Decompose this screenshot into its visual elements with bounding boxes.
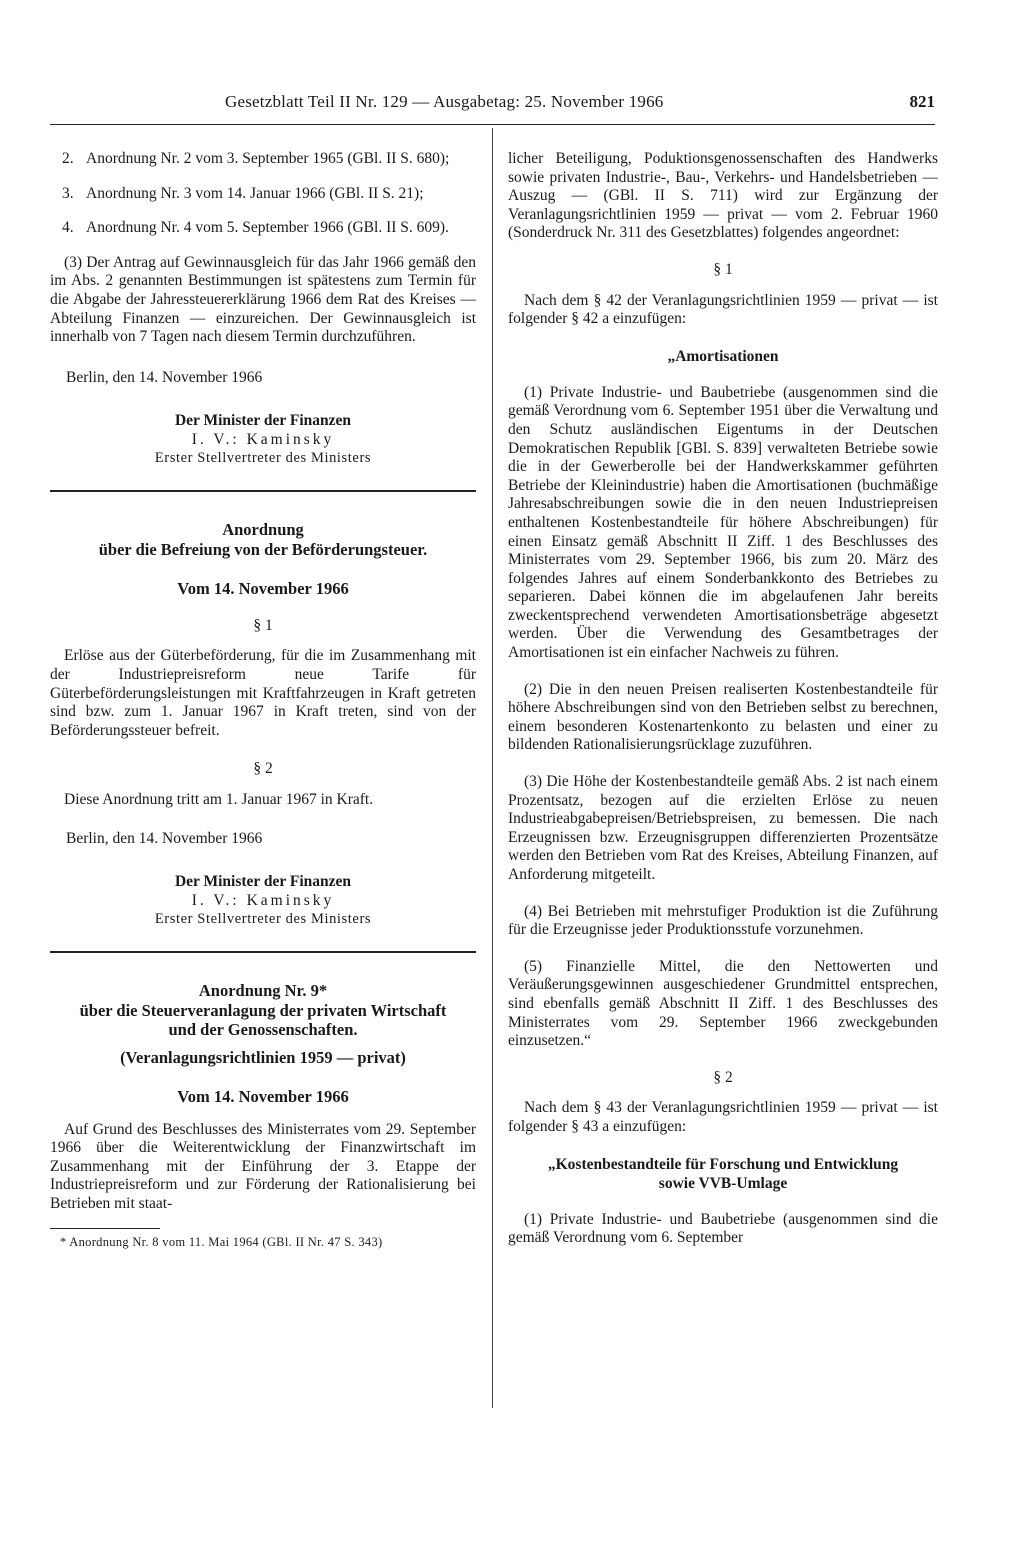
section-mark: § 2 bbox=[713, 1068, 733, 1086]
list-item bbox=[50, 185, 476, 204]
list-item-number: 4. bbox=[62, 219, 74, 237]
paragraph-4: (4) Bei Betrieben mit mehrstufiger Produktion ist die Zuführung für die Erzeugnisse jeder Produktionsstufe vorzunehmen. bbox=[508, 902, 938, 939]
list-item-number: 3. bbox=[62, 184, 74, 202]
signature-title: Der Minister der Finanzen bbox=[174, 412, 352, 430]
header-rule bbox=[50, 124, 935, 125]
page-header bbox=[50, 88, 935, 122]
ordinance-date: Vom 14. November 1966 bbox=[177, 579, 349, 599]
left-column bbox=[50, 150, 476, 1250]
signature-name: I. V.: Kaminsky bbox=[191, 431, 335, 449]
list-item-text: Anordnung Nr. 4 vom 5. September 1966 (GBl. II S. 609). bbox=[86, 219, 449, 237]
heading-line: Anordnung bbox=[222, 520, 304, 540]
list-item-text: Anordnung Nr. 2 vom 3. September 1965 (GBl. II S. 680); bbox=[86, 150, 450, 167]
footnote-rule bbox=[50, 1228, 160, 1229]
section-rule bbox=[50, 951, 476, 953]
signature-role: Erster Stellvertreter des Ministers bbox=[154, 450, 372, 467]
signature-role: Erster Stellvertreter des Ministers bbox=[154, 911, 372, 928]
section-text: Erlöse aus der Güterbeförderung, für die im Zusammenhang mit der Industriepreisreform neue Tarife für Güterbeförderungsleistungen mit Kraftfahrzeugen in Kraft getreten sind bzw. zum 1. Januar 1967 in Kraft treten, sind von der Beförderungssteuer befreit. bbox=[50, 647, 476, 739]
section-mark: § 1 bbox=[713, 260, 733, 278]
subheading-line: „Kostenbestandteile für Forschung und Entwicklung bbox=[547, 1155, 899, 1173]
section-rule bbox=[50, 490, 476, 492]
section-mark: § 2 bbox=[253, 760, 273, 778]
footnote: * Anordnung Nr. 8 vom 11. Mai 1964 (GBl. II Nr. 47 S. 343) bbox=[60, 1234, 383, 1249]
list-item-text: Anordnung Nr. 3 vom 14. Januar 1966 (GBl. II S. 21); bbox=[86, 184, 424, 202]
heading-line: (Veranlagungsrichtlinien 1959 — privat) bbox=[120, 1047, 406, 1067]
section-intro: Nach dem § 43 der Veranlagungsrichtlinien 1959 — privat — ist folgender § 43 a einzufügen: bbox=[508, 1099, 938, 1135]
place-date: Berlin, den 14. November 1966 bbox=[66, 829, 263, 847]
paragraph-2: (2) Die in den neuen Preisen realiserten Kostenbestandteile für höhere Abschreibungen sind von den Betrieben selbst zu berechnen, einem besonderen Kostenartenkonto zu belasten und einer zu bildenden Rationalisierungsrücklage zuzuführen. bbox=[508, 680, 938, 754]
ordinance-heading bbox=[50, 981, 476, 1067]
heading-line: Anordnung Nr. 9* bbox=[198, 981, 328, 1001]
ordinance-date: Vom 14. November 1966 bbox=[177, 1087, 349, 1107]
place-date: Berlin, den 14. November 1966 bbox=[66, 368, 263, 386]
paragraph-5: (5) Finanzielle Mittel, die den Nettowerten und Veräußerungsgewinnen ausgeschiedener Grundmittel entsprechen, sind ebenfalls gemäß Abschnitt II Ziff. 1 des Beschlusses des Ministerrates vom 29. September 1966 zweckgebunden einzusetzen.“ bbox=[508, 957, 938, 1050]
signature-name: I. V.: Kaminsky bbox=[191, 892, 335, 910]
ordinance-heading bbox=[50, 520, 476, 559]
right-column bbox=[508, 150, 938, 1248]
heading-line: über die Befreiung von der Beförderungsteuer. bbox=[98, 539, 428, 559]
heading-line: und der Genossenschaften. bbox=[168, 1020, 358, 1040]
subheading-line: sowie VVB-Umlage bbox=[658, 1174, 788, 1192]
section-mark: § 1 bbox=[253, 616, 273, 634]
heading-line: über die Steuerveranlagung der privaten Wirtschaft bbox=[79, 1000, 447, 1020]
list-item bbox=[50, 150, 476, 169]
intro-paragraph: Auf Grund des Beschlusses des Ministerrates vom 29. September 1966 über die Weiterentwicklung der Finanzwirtschaft im Zusammenhang mit der Einführung der 3. Etappe der Industriepreisreform und zur Förderung der Rationalisierung bei Betrieben mit staat- bbox=[50, 1120, 476, 1213]
header-title: Gesetzblatt Teil II Nr. 129 — Ausgabetag: 25. November 1966 bbox=[225, 92, 664, 111]
subheading: „Amortisationen bbox=[667, 347, 779, 365]
signature-block bbox=[50, 872, 476, 929]
list-item-number: 2. bbox=[62, 150, 74, 167]
paragraph-1: (1) Private Industrie- und Baubetriebe (ausgenommen sind die gemäß Verordnung vom 6. September 1951 über die Verwaltung und den Schutz ausländischen Eigentums in der Deutschen Demokratischen Republik [GBl. S. 839] verwalteten Betriebe sowie die in der Gewerberolle bei der Handwerkskammer geführten Betriebe der Kleinindustrie) haben die Amortisationen (buchmäßige Jahresabschreibungen sowie die in den neuen Industriepreisen enthaltenen Kostenbestandteile für höhere Abschreibungen) für einen Einsatz gemäß Abschnitt II Ziff. 1 des Beschlusses des Ministerrates vom 29. September 1966, bis zum 20. März des folgendes Jahres auf einem Sonderbankkonto des Betriebes zu separieren. Dabei können die im abgelaufenen Jahr bereits zweckentsprechend verwendeten Amortisationsbeträge abgesetzt werden. Über die Verwendung des Gesamtbetrages der Amortisationen ist ein einfacher Nachweis zu führen. bbox=[508, 383, 938, 662]
section-text: Diese Anordnung tritt am 1. Januar 1967 in Kraft. bbox=[64, 791, 374, 808]
paragraph-3: (3) Der Antrag auf Gewinnausgleich für das Jahr 1966 gemäß den im Abs. 2 genannten Bestimmungen ist spätestens zum Termin für die Abgabe der Jahressteuererklärung 1966 dem Rat des Kreises — Abteilung Finanzen — einzureichen. Der Gewinnausgleich ist innerhalb von 7 Tagen nach diesem Termin durchzuführen. bbox=[50, 253, 476, 346]
signature-block bbox=[50, 411, 476, 468]
page-number: 821 bbox=[909, 92, 935, 111]
signature-title: Der Minister der Finanzen bbox=[174, 873, 352, 891]
paragraph-1: (1) Private Industrie- und Baubetriebe (ausgenommen sind die gemäß Verordnung vom 6. September bbox=[508, 1210, 938, 1247]
list-item bbox=[50, 219, 476, 238]
intro-continuation: licher Beteiligung, Poduktionsgenossenschaften des Handwerks sowie privaten Industrie-, Bau-, Verkehrs- und Handelsbetrieben — Auszug — (GBl. II S. 711) wird zur Ergänzung der Veranlagungsrichtlinien 1959 — privat — vom 2. Februar 1960 (Sonderdruck Nr. 311 des Gesetzblattes) folgendes angeordnet: bbox=[508, 150, 938, 242]
paragraph-3: (3) Die Höhe der Kostenbestandteile gemäß Abs. 2 ist nach einem Prozentsatz, bezogen auf die erzielten Erlöse zu neuen Industrieabgabepreisen/Betriebspreisen, zu bemessen. Die nach Erzeugnissen bzw. Erzeugnisgruppen differenzierten Prozentsätze werden den Betrieben vom Rat des Kreises, Abteilung Finanzen, auf Anforderung mitgeteilt. bbox=[508, 773, 938, 883]
section-intro: Nach dem § 42 der Veranlagungsrichtlinien 1959 — privat — ist folgender § 42 a einzufügen: bbox=[508, 291, 938, 328]
subheading bbox=[508, 1155, 938, 1193]
column-divider bbox=[492, 128, 493, 1408]
